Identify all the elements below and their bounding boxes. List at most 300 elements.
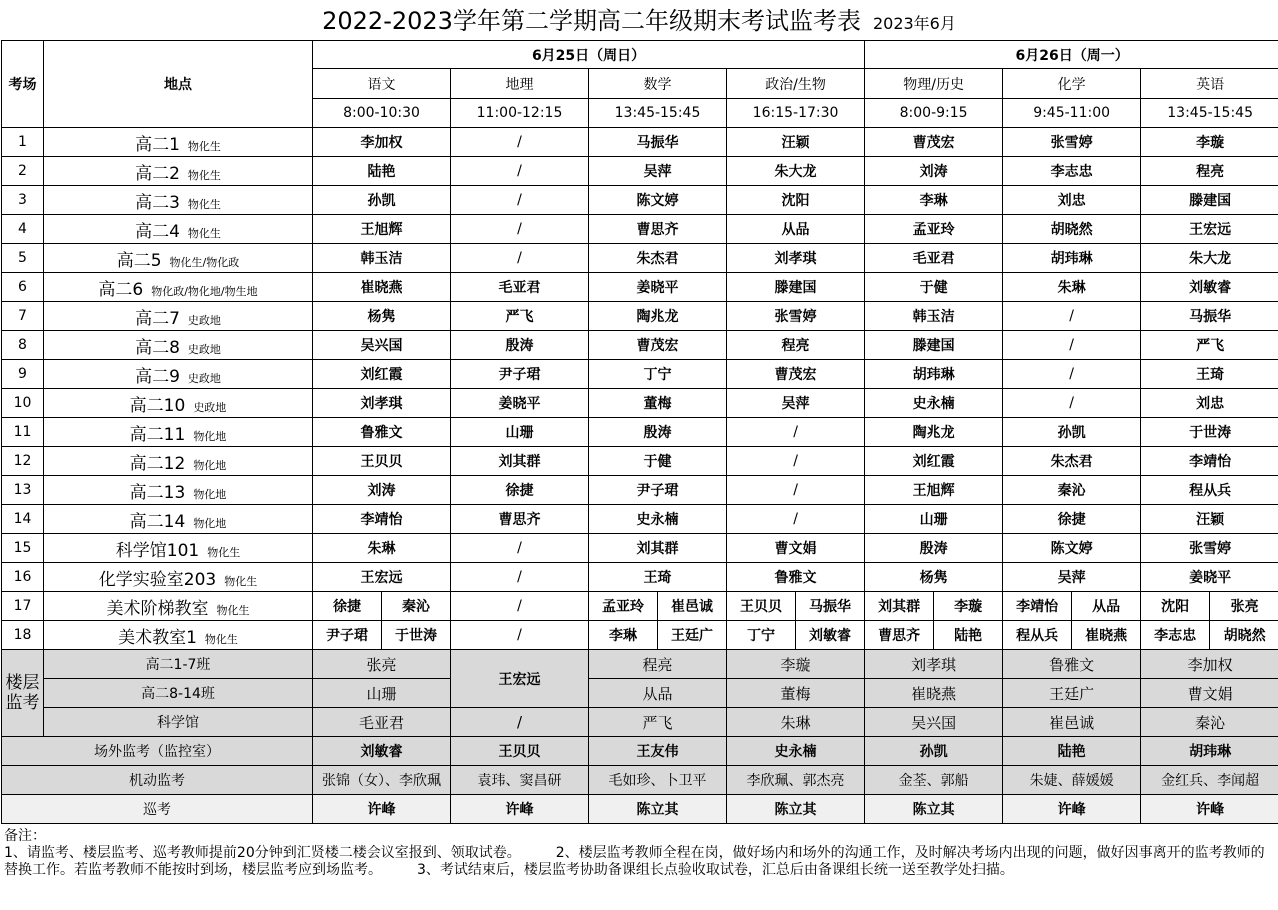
exam-row [2, 447, 1278, 476]
time-header: 13:45-15:45 [1141, 99, 1278, 128]
proctor-cell: 陶兆龙 [865, 418, 1003, 447]
proctor-cell: 秦沁 [1003, 476, 1141, 505]
exam-row [2, 476, 1278, 505]
room-number: 3 [2, 186, 44, 215]
proctor-cell: 杨隽 [865, 563, 1003, 592]
proctor-cell: 鲁雅文 [313, 418, 451, 447]
proctor-cell: 曹文娟 [727, 534, 865, 563]
proctor-cell: 吴兴国 [313, 331, 451, 360]
place-name: 美术教室1 [118, 627, 197, 648]
proctor-cell: 吴萍 [1003, 563, 1141, 592]
proctor-cell: 史永楠 [865, 389, 1003, 418]
floor-row [2, 650, 1278, 679]
proctor-cell: 程从兵 [1003, 621, 1072, 650]
proctor-cell: 朱大龙 [727, 157, 865, 186]
proctor-cell: 王廷广 [1003, 679, 1141, 708]
proctor-cell: 曹茂宏 [865, 128, 1003, 157]
floor-row [2, 679, 1278, 708]
proctor-cell: / [451, 534, 589, 563]
exam-row [2, 360, 1278, 389]
proctor-cell: 姜晓平 [1141, 563, 1278, 592]
proctor-cell: / [451, 621, 589, 650]
proctor-cell: 刘孝琪 [727, 244, 865, 273]
day2-header: 6月26日（周一） [865, 41, 1278, 69]
proctor-cell: 刘其群 [865, 592, 934, 621]
exam-place [44, 302, 313, 331]
proctor-cell: 秦沁 [382, 592, 451, 621]
floor-place: 高二8-14班 [44, 679, 313, 708]
proctor-cell: 孙凯 [313, 186, 451, 215]
proctor-cell: 马振华 [796, 592, 865, 621]
proctor-cell: 鲁雅文 [727, 563, 865, 592]
proctor-cell: 鲁雅文 [1003, 650, 1141, 679]
proctor-cell: 王旭辉 [865, 476, 1003, 505]
proctor-cell: 殷涛 [451, 331, 589, 360]
room-number: 2 [2, 157, 44, 186]
place-name: 高二4 [135, 221, 180, 242]
room-number: 7 [2, 302, 44, 331]
proctor-cell: 孟亚玲 [865, 215, 1003, 244]
proctor-cell: 王贝贝 [451, 737, 589, 766]
proctor-cell: 李靖怡 [1003, 592, 1072, 621]
class-tag: 物化生 [187, 139, 221, 153]
proctor-cell: 李加权 [1141, 650, 1278, 679]
place-name: 化学实验室203 [98, 569, 217, 590]
class-tag: 物化生 [187, 168, 221, 182]
proctor-cell: 张雪婷 [1003, 128, 1141, 157]
proctor-cell: 从品 [727, 215, 865, 244]
place-name: 科学馆101 [115, 540, 200, 561]
proctor-cell: 沈阳 [727, 186, 865, 215]
proctor-cell: 滕建国 [865, 331, 1003, 360]
time-header: 8:00-10:30 [313, 99, 451, 128]
proctor-cell: 刘红霞 [865, 447, 1003, 476]
proctor-cell: 李加权 [313, 128, 451, 157]
proctor-cell: 陈文婷 [589, 186, 727, 215]
mobile-label: 机动监考 [2, 766, 313, 795]
proctor-cell: 王旭辉 [313, 215, 451, 244]
class-tag: 物化生 [224, 574, 258, 588]
outside-label: 场外监考（监控室） [2, 737, 313, 766]
proctor-cell: 陈立其 [727, 795, 865, 824]
proctor-cell: 曹文娟 [1141, 679, 1278, 708]
proctor-cell: 刘涛 [313, 476, 451, 505]
exam-row [2, 505, 1278, 534]
proctor-cell: 李志忠 [1003, 157, 1141, 186]
exam-place [44, 621, 313, 650]
proctor-cell: 张亮 [313, 650, 451, 679]
proctor-cell: 刘其群 [451, 447, 589, 476]
proctor-cell: 张雪婷 [1141, 534, 1278, 563]
proctor-cell: 山珊 [313, 679, 451, 708]
proctor-cell: 张雪婷 [727, 302, 865, 331]
place-header: 地点 [44, 41, 313, 128]
schedule-table [1, 40, 1278, 824]
proctor-cell: 胡晓然 [1210, 621, 1278, 650]
class-tag: 史政地 [193, 400, 227, 414]
proctor-cell: 刘忠 [1003, 186, 1141, 215]
proctor-cell: 李靖怡 [1141, 447, 1278, 476]
proctor-cell: 董梅 [589, 389, 727, 418]
proctor-cell: 胡玮琳 [1003, 244, 1141, 273]
room-number: 13 [2, 476, 44, 505]
exam-place [44, 186, 313, 215]
subject-header: 化学 [1003, 69, 1141, 99]
proctor-cell: 刘孝琪 [865, 650, 1003, 679]
proctor-cell: / [451, 128, 589, 157]
room-number: 11 [2, 418, 44, 447]
proctor-cell: 朱琳 [1003, 273, 1141, 302]
class-tag: 物化生 [187, 226, 221, 240]
proctor-cell: 刘忠 [1141, 389, 1278, 418]
exam-place [44, 389, 313, 418]
class-tag: 史政地 [187, 371, 221, 385]
proctor-cell: 李璇 [1141, 128, 1278, 157]
proctor-cell: 孙凯 [865, 737, 1003, 766]
time-header: 9:45-11:00 [1003, 99, 1141, 128]
title-main: 2022-2023学年第二学期高二年级期末考试监考表 [322, 7, 861, 35]
proctor-cell: 严飞 [1141, 331, 1278, 360]
proctor-cell: 徐捷 [451, 476, 589, 505]
exam-place [44, 592, 313, 621]
class-tag: 史政地 [187, 313, 221, 327]
floor-place: 高二1-7班 [44, 650, 313, 679]
outside-row [2, 737, 1278, 766]
proctor-cell: 滕建国 [727, 273, 865, 302]
proctor-cell: 山珊 [451, 418, 589, 447]
exam-row [2, 302, 1278, 331]
exam-place [44, 360, 313, 389]
room-number: 4 [2, 215, 44, 244]
room-number: 8 [2, 331, 44, 360]
subject-header: 英语 [1141, 69, 1278, 99]
proctor-cell: 李璇 [934, 592, 1003, 621]
proctor-cell: 丁宁 [727, 621, 796, 650]
proctor-cell: 孟亚玲 [589, 592, 658, 621]
room-header: 考场 [2, 41, 44, 128]
proctor-cell: / [727, 447, 865, 476]
room-number: 15 [2, 534, 44, 563]
exam-place [44, 273, 313, 302]
room-number: 12 [2, 447, 44, 476]
proctor-cell: 崔晓燕 [1072, 621, 1141, 650]
exam-place [44, 476, 313, 505]
proctor-cell: / [451, 592, 589, 621]
proctor-cell: / [1003, 302, 1141, 331]
proctor-cell: / [1003, 389, 1141, 418]
exam-place [44, 331, 313, 360]
proctor-cell: 朱琳 [313, 534, 451, 563]
exam-row [2, 273, 1278, 302]
proctor-cell: 董梅 [727, 679, 865, 708]
proctor-cell: 毛亚君 [865, 244, 1003, 273]
proctor-cell: 刘孝琪 [313, 389, 451, 418]
time-header: 16:15-17:30 [727, 99, 865, 128]
proctor-cell: 朱琳 [727, 708, 865, 737]
day1-header: 6月25日（周日） [313, 41, 865, 69]
proctor-cell: 孙凯 [1003, 418, 1141, 447]
room-number: 16 [2, 563, 44, 592]
notes [4, 828, 1274, 879]
title-date: 2023年6月 [872, 14, 956, 33]
exam-place [44, 563, 313, 592]
proctor-cell: 李璇 [727, 650, 865, 679]
exam-place [44, 447, 313, 476]
subject-header: 地理 [451, 69, 589, 99]
proctor-cell: 从品 [589, 679, 727, 708]
proctor-cell: 陆艳 [313, 157, 451, 186]
room-number: 18 [2, 621, 44, 650]
proctor-cell: 陈立其 [865, 795, 1003, 824]
proctor-cell: 严飞 [589, 708, 727, 737]
proctor-cell: 吴萍 [727, 389, 865, 418]
proctor-cell: 徐捷 [313, 592, 382, 621]
class-tag: 物化政/物化地/物生地 [151, 284, 258, 298]
proctor-cell: 王宏远 [313, 563, 451, 592]
exam-row [2, 244, 1278, 273]
proctor-cell: 陈文婷 [1003, 534, 1141, 563]
proctor-cell: 史永楠 [727, 737, 865, 766]
place-name: 高二12 [129, 453, 186, 474]
proctor-cell: 程从兵 [1141, 476, 1278, 505]
proctor-cell: 崔邑诚 [1003, 708, 1141, 737]
class-tag: 物化地 [193, 458, 227, 472]
patrol-label: 巡考 [2, 795, 313, 824]
exam-row [2, 592, 1278, 621]
proctor-cell: 汪颖 [1141, 505, 1278, 534]
notes-label: 备注： [4, 828, 46, 844]
proctor-cell: 朱杰君 [1003, 447, 1141, 476]
proctor-cell: 姜晓平 [451, 389, 589, 418]
place-name: 高二5 [116, 250, 162, 271]
proctor-cell: 程亮 [1141, 157, 1278, 186]
proctor-cell: 刘敏睿 [796, 621, 865, 650]
exam-row [2, 186, 1278, 215]
exam-place [44, 215, 313, 244]
exam-row [2, 418, 1278, 447]
proctor-cell: 陆艳 [1003, 737, 1141, 766]
proctor-cell: / [727, 418, 865, 447]
proctor-cell: 胡玮琳 [865, 360, 1003, 389]
exam-row [2, 157, 1278, 186]
proctor-cell: 李琳 [589, 621, 658, 650]
class-tag: 物化生 [216, 603, 250, 617]
exam-row [2, 331, 1278, 360]
mobile-row [2, 766, 1278, 795]
place-name: 高二14 [129, 511, 186, 532]
exam-row [2, 128, 1278, 157]
proctor-cell: / [1003, 360, 1141, 389]
class-tag: 物化生 [204, 632, 238, 646]
proctor-cell: 王宏远 [451, 650, 589, 708]
proctor-cell: 殷涛 [865, 534, 1003, 563]
exam-place [44, 244, 313, 273]
proctor-cell: 李欣珮、郭杰亮 [727, 766, 865, 795]
proctor-cell: 尹子珺 [451, 360, 589, 389]
proctor-cell: 许峰 [451, 795, 589, 824]
proctor-cell: 金红兵、李闻超 [1141, 766, 1278, 795]
place-name: 高二6 [98, 279, 144, 300]
proctor-cell: 王琦 [589, 563, 727, 592]
place-name: 高二7 [135, 308, 180, 329]
exam-row [2, 563, 1278, 592]
exam-row [2, 389, 1278, 418]
room-number: 17 [2, 592, 44, 621]
proctor-cell: 滕建国 [1141, 186, 1278, 215]
proctor-cell: 许峰 [313, 795, 451, 824]
place-name: 高二9 [135, 366, 180, 387]
proctor-cell: 严飞 [451, 302, 589, 331]
proctor-cell: 许峰 [1141, 795, 1278, 824]
room-number: 14 [2, 505, 44, 534]
proctor-cell: 汪颖 [727, 128, 865, 157]
proctor-cell: 张锦（女）、李欣珮 [313, 766, 451, 795]
proctor-cell: 王琦 [1141, 360, 1278, 389]
proctor-cell: 袁玮、窦昌研 [451, 766, 589, 795]
subject-header: 数学 [589, 69, 727, 99]
proctor-cell: 朱婕、薛媛媛 [1003, 766, 1141, 795]
proctor-cell: 曹思齐 [865, 621, 934, 650]
proctor-cell: 于世涛 [1141, 418, 1278, 447]
proctor-cell: 王贝贝 [727, 592, 796, 621]
proctor-cell: / [451, 244, 589, 273]
proctor-cell: / [727, 505, 865, 534]
exam-place [44, 534, 313, 563]
place-name: 高二3 [135, 192, 180, 213]
patrol-row [2, 795, 1278, 824]
class-tag: 物化地 [193, 429, 227, 443]
proctor-cell: 王宏远 [1141, 215, 1278, 244]
proctor-cell: 刘红霞 [313, 360, 451, 389]
proctor-cell: 金荃、郭船 [865, 766, 1003, 795]
proctor-cell: 朱杰君 [589, 244, 727, 273]
proctor-cell: 吴萍 [589, 157, 727, 186]
proctor-cell: 于世涛 [382, 621, 451, 650]
proctor-cell: 陈立其 [589, 795, 727, 824]
room-number: 10 [2, 389, 44, 418]
proctor-cell: 于健 [589, 447, 727, 476]
class-tag: 物化生 [207, 545, 241, 559]
proctor-cell: 刘涛 [865, 157, 1003, 186]
proctor-cell: 陶兆龙 [589, 302, 727, 331]
proctor-cell: 徐捷 [1003, 505, 1141, 534]
proctor-cell: 李志忠 [1141, 621, 1210, 650]
proctor-cell: 许峰 [1003, 795, 1141, 824]
proctor-cell: 王友伟 [589, 737, 727, 766]
place-name: 高二10 [129, 395, 186, 416]
room-number: 9 [2, 360, 44, 389]
exam-place [44, 128, 313, 157]
proctor-cell: 毛亚君 [451, 273, 589, 302]
class-tag: 物化地 [193, 487, 227, 501]
time-header: 11:00-12:15 [451, 99, 589, 128]
proctor-cell: 沈阳 [1141, 592, 1210, 621]
exam-place [44, 418, 313, 447]
class-tag: 史政地 [187, 342, 221, 356]
place-name: 高二13 [129, 482, 186, 503]
proctor-cell: 韩玉洁 [865, 302, 1003, 331]
place-name: 美术阶梯教室 [106, 598, 209, 619]
proctor-cell: 朱大龙 [1141, 244, 1278, 273]
exam-row [2, 621, 1278, 650]
floor-label: 楼层监考 [2, 650, 44, 737]
proctor-cell: 李靖怡 [313, 505, 451, 534]
proctor-cell: / [451, 186, 589, 215]
proctor-cell: 杨隽 [313, 302, 451, 331]
proctor-cell: 曹茂宏 [589, 331, 727, 360]
place-name: 高二2 [135, 163, 180, 184]
exam-row [2, 215, 1278, 244]
proctor-cell: 吴兴国 [865, 708, 1003, 737]
subject-header: 语文 [313, 69, 451, 99]
proctor-cell: 刘敏睿 [313, 737, 451, 766]
proctor-cell: 胡玮琳 [1141, 737, 1278, 766]
class-tag: 物化生/物化政 [169, 255, 240, 269]
proctor-cell: 王廷广 [658, 621, 727, 650]
place-name: 高二11 [129, 424, 186, 445]
proctor-cell: / [727, 476, 865, 505]
time-header: 13:45-15:45 [589, 99, 727, 128]
proctor-cell: 秦沁 [1141, 708, 1278, 737]
proctor-cell: 刘其群 [589, 534, 727, 563]
proctor-cell: 毛如珍、卜卫平 [589, 766, 727, 795]
class-tag: 物化地 [193, 516, 227, 530]
place-name: 高二1 [135, 134, 180, 155]
exam-row [2, 534, 1278, 563]
proctor-cell: 马振华 [589, 128, 727, 157]
proctor-cell: 曹思齐 [451, 505, 589, 534]
proctor-cell: 崔晓燕 [865, 679, 1003, 708]
proctor-cell: 史永楠 [589, 505, 727, 534]
room-number: 1 [2, 128, 44, 157]
proctor-cell: 韩玉洁 [313, 244, 451, 273]
proctor-cell: 崔邑诚 [658, 592, 727, 621]
notes-text: 1、请监考、楼层监考、巡考教师提前20分钟到汇贤楼二楼会议室报到、领取试卷。 2、楼层监考教师全程在岗，做好场内和场外的沟通工作，及时解决考场内出现的问题，做好因事离开的监考教师的替换工作。若监考教师不能按时到场，楼层监考应到场监考。 3、考试结束后，楼层监考协助备课组长点验收取试卷，汇总后由备课组长统一送至教学处扫描。 [4, 845, 1265, 878]
proctor-cell: / [451, 563, 589, 592]
room-number: 5 [2, 244, 44, 273]
proctor-cell: / [451, 215, 589, 244]
subject-header: 政治/生物 [727, 69, 865, 99]
floor-place: 科学馆 [44, 708, 313, 737]
floor-row [2, 708, 1278, 737]
proctor-cell: 毛亚君 [313, 708, 451, 737]
subject-header: 物理/历史 [865, 69, 1003, 99]
proctor-cell: / [451, 708, 589, 737]
proctor-cell: 曹思齐 [589, 215, 727, 244]
proctor-cell: 从品 [1072, 592, 1141, 621]
proctor-cell: 崔晓燕 [313, 273, 451, 302]
proctor-cell: 张亮 [1210, 592, 1278, 621]
proctor-cell: / [451, 157, 589, 186]
time-header: 8:00-9:15 [865, 99, 1003, 128]
proctor-cell: 山珊 [865, 505, 1003, 534]
proctor-cell: 丁宁 [589, 360, 727, 389]
proctor-cell: 陆艳 [934, 621, 1003, 650]
proctor-cell: 尹子珺 [589, 476, 727, 505]
proctor-cell: 李琳 [865, 186, 1003, 215]
proctor-cell: 马振华 [1141, 302, 1278, 331]
place-name: 高二8 [135, 337, 180, 358]
proctor-cell: 曹茂宏 [727, 360, 865, 389]
proctor-cell: 胡晓然 [1003, 215, 1141, 244]
page-title [0, 0, 1278, 40]
proctor-cell: 殷涛 [589, 418, 727, 447]
proctor-cell: / [1003, 331, 1141, 360]
proctor-cell: 于健 [865, 273, 1003, 302]
class-tag: 物化生 [187, 197, 221, 211]
exam-place [44, 505, 313, 534]
proctor-cell: 程亮 [727, 331, 865, 360]
